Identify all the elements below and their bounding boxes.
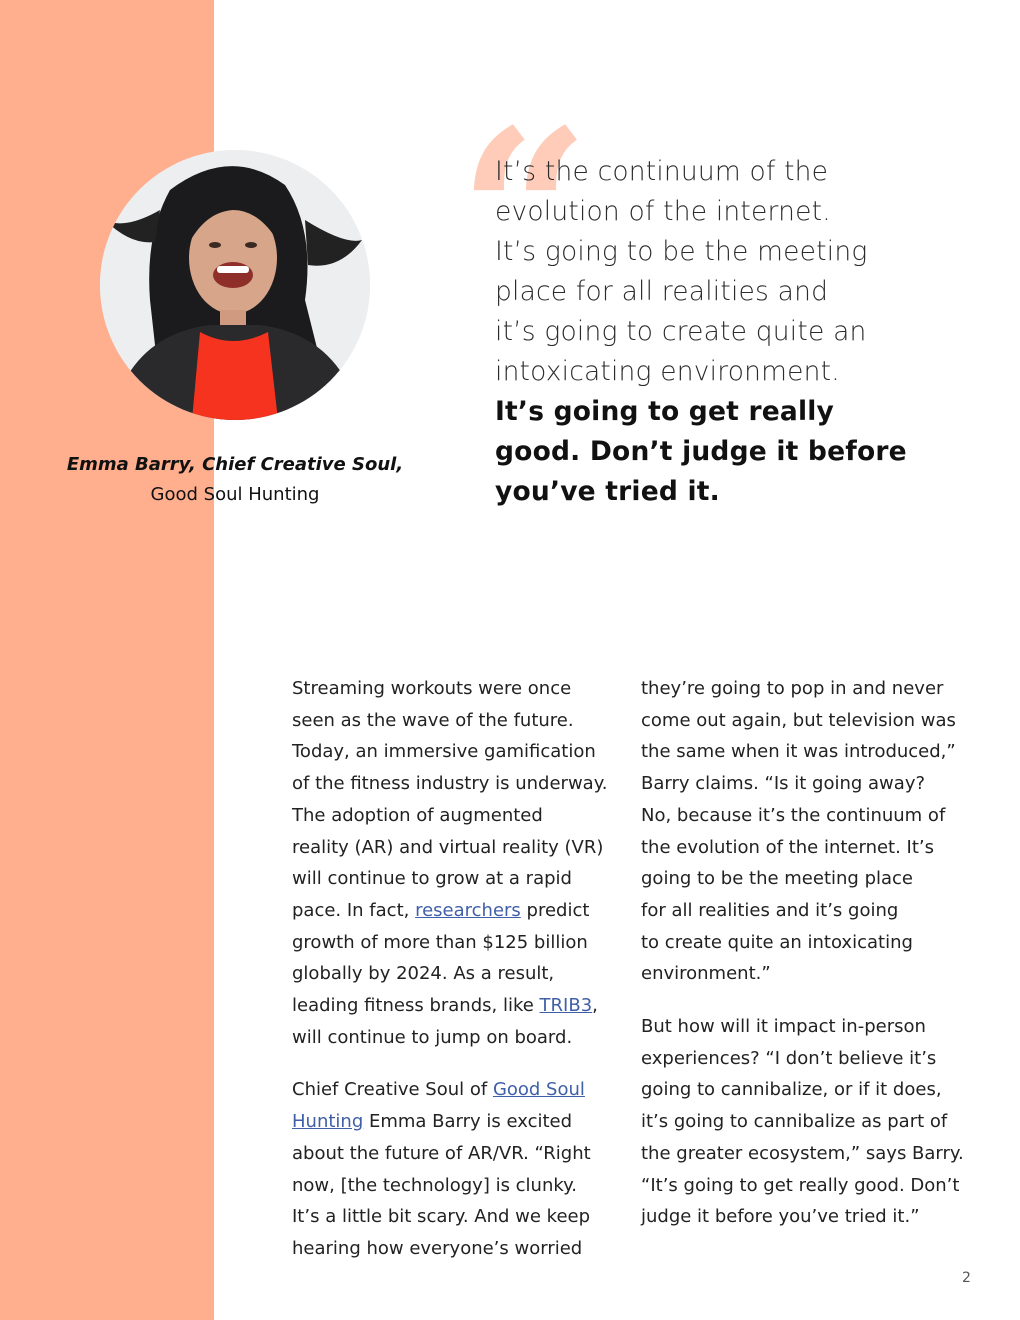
body-line: No, because it’s the continuum of [641,804,946,826]
page-number: 2 [962,1270,971,1286]
body-text: pace. In fact, [292,899,416,921]
body-line: The adoption of augmented [292,804,543,826]
good-soul-hunting-link-cont[interactable]: Hunting [292,1111,364,1133]
body-line: going to cannibalize, or if it does, [641,1079,942,1101]
quote-mark-icon: “ [458,80,591,350]
body-line: environment.” [641,963,771,985]
researchers-link[interactable]: researchers [415,899,521,921]
body-line: going to be the meeting place [641,868,913,890]
pull-quote [495,152,915,512]
body-text: leading fitness brands, like [292,995,540,1017]
portrait-illustration [100,150,370,420]
body-paragraph [292,1074,622,1264]
quote-line: It’s going to be the meeting [495,236,868,267]
body-line: But how will it impact in-person [641,1016,926,1038]
trib3-link[interactable]: TRIB3 [539,995,593,1017]
body-column-left [292,673,622,1286]
body-line [292,990,622,1022]
portrait-photo [100,150,370,420]
body-line: the evolution of the internet. It’s [641,836,935,858]
quote-line: It’s the continuum of the [495,156,829,187]
body-line: of the fitness industry is underway. [292,773,608,795]
body-line: hearing how everyone’s worried [292,1237,583,1259]
body-line: experiences? “I don’t believe it’s [641,1047,937,1069]
body-column-right [641,673,971,1254]
body-line: come out again, but television was [641,709,956,731]
body-line: will continue to grow at a rapid [292,868,572,890]
body-line: to create quite an intoxicating [641,931,913,953]
caption-organization: Good Soul Hunting [150,484,320,505]
body-paragraph [292,673,622,1053]
body-line: Streaming workouts were once [292,678,572,699]
body-line: they’re going to pop in and never [641,678,944,699]
quote-line: intoxicating environment. [495,356,840,387]
body-text: Chief Creative Soul of [292,1079,493,1101]
body-line: reality (AR) and virtual reality (VR) [292,836,604,858]
body-text: predict [520,899,590,921]
body-line: Today, an immersive gamification [292,741,596,763]
good-soul-hunting-link[interactable]: Good Soul [492,1079,585,1101]
body-line: the greater ecosystem,” says Barry. [641,1142,964,1164]
body-paragraph [641,673,971,990]
body-paragraph [641,1011,971,1233]
caption-name: Emma Barry, Chief Creative Soul, [66,454,404,475]
body-line: will continue to jump on board. [292,1026,573,1048]
body-line: judge it before you’ve tried it.” [641,1206,920,1228]
body-line: seen as the wave of the future. [292,709,574,731]
photo-caption [60,450,410,510]
body-line [292,895,622,927]
quote-line: place for all realities and [495,276,829,307]
body-line: “It’s going to get really good. Don’t [641,1174,960,1196]
body-line: It’s a little bit scary. And we keep [292,1206,591,1228]
body-line: now, [the technology] is clunky. [292,1174,577,1196]
body-line: it’s going to cannibalize as part of [641,1111,948,1133]
body-line: about the future of AR/VR. “Right [292,1142,591,1164]
body-line [292,1106,622,1138]
body-line: globally by 2024. As a result, [292,963,555,985]
body-line: the same when it was introduced,” [641,741,956,763]
quote-strong-line: good. Don’t judge it before [495,436,907,467]
quote-line: evolution of the internet. [495,196,831,227]
body-line [292,1074,622,1106]
quote-strong-line: It’s going to get really [495,396,835,427]
body-line: for all realities and it’s going [641,899,899,921]
body-text: , [592,995,598,1017]
quote-strong-line: you’ve tried it. [495,476,720,507]
body-line: Barry claims. “Is it going away? [641,773,926,795]
quote-line: it’s going to create quite an [495,316,867,347]
body-text: Emma Barry is excited [363,1111,573,1133]
body-line: growth of more than $125 billion [292,931,588,953]
